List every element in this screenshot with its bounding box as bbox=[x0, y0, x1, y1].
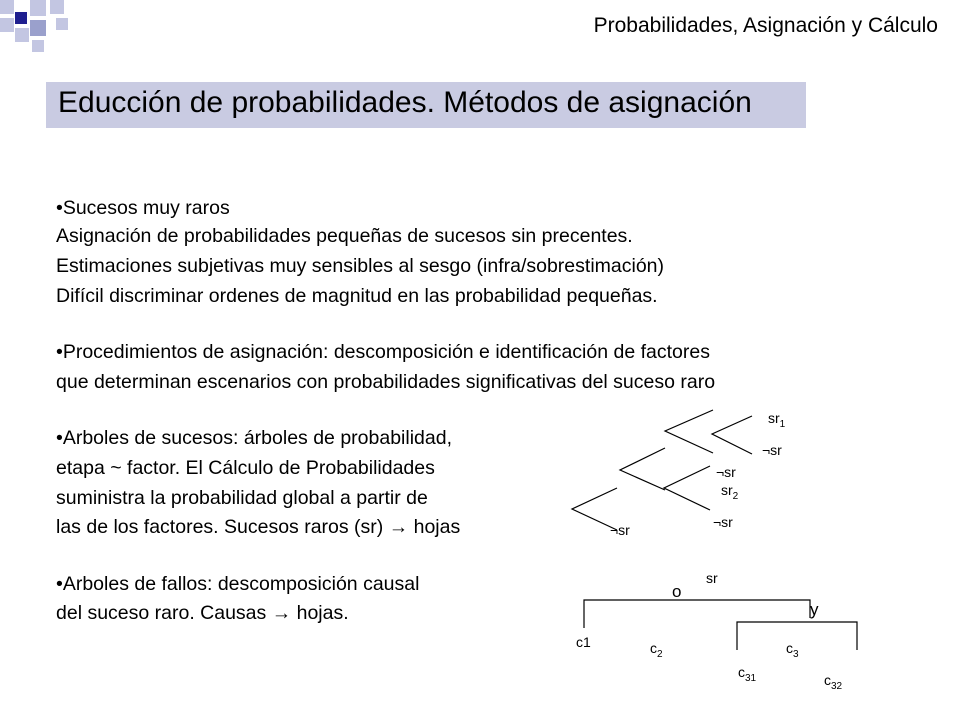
fault-tree-cause-c3: $c_3$ bbox=[786, 640, 799, 660]
fault-tree-top-event: sr bbox=[706, 570, 718, 586]
header-title: Probabilidades, Asignación y Cálculo bbox=[593, 14, 938, 37]
bullet-procedimientos: •Procedimientos de asignación: descomposición e identificación de factores bbox=[56, 341, 710, 363]
event-tree-label-sr1: $sr_1$ bbox=[768, 410, 786, 430]
text-line: suministra la probabilidad global a partir de bbox=[56, 487, 428, 509]
text-line: etapa ~ factor. El Cálculo de Probabilidades bbox=[56, 457, 435, 479]
event-tree-label-not-sr: ¬sr bbox=[762, 442, 782, 458]
fault-tree-or-gate bbox=[584, 600, 810, 628]
event-tree-branch-4 bbox=[712, 416, 752, 454]
fault-tree-cause-c31: $c_{31}$ bbox=[738, 664, 757, 684]
bullet-arboles-sucesos: •Arboles de sucesos: árboles de probabilidad, bbox=[56, 427, 452, 449]
event-tree-label-not-sr: ¬sr bbox=[713, 514, 733, 530]
event-tree-branch-5 bbox=[664, 466, 710, 510]
event-tree-label-not-sr: ¬sr bbox=[610, 522, 630, 538]
fault-tree-and-label: y bbox=[810, 600, 819, 619]
slide-title: Educción de probabilidades. Métodos de asignación bbox=[58, 86, 752, 119]
text-line: las de los factores. Sucesos raros (sr) → hojas bbox=[56, 516, 461, 538]
event-tree-label-not-sr: ¬sr bbox=[716, 464, 736, 480]
fault-tree-or-label: o bbox=[672, 582, 682, 601]
event-tree-label-sr2: $sr_2$ bbox=[721, 482, 739, 502]
bullet-arboles-fallos: •Arboles de fallos: descomposición causal bbox=[56, 573, 420, 595]
text-line: Estimaciones subjetivas muy sensibles al sesgo (infra/sobrestimación) bbox=[56, 255, 665, 277]
text-line: Difícil discriminar ordenes de magnitud en las probabilidad pequeñas. bbox=[56, 285, 658, 307]
bullet-sucesos-raros: •Sucesos muy raros bbox=[56, 197, 230, 219]
event-tree-branch-3 bbox=[665, 410, 713, 453]
text-line: del suceso raro. Causas → hojas. bbox=[56, 602, 349, 624]
fault-tree-cause-c1: c1 bbox=[576, 634, 591, 650]
text-line: que determinan escenarios con probabilidades significativas del suceso raro bbox=[56, 371, 716, 393]
event-tree-branch-2 bbox=[620, 448, 665, 490]
text-line: Asignación de probabilidades pequeñas de sucesos sin precentes. bbox=[56, 225, 633, 247]
fault-tree-cause-c32: $c_{32}$ bbox=[824, 672, 843, 692]
fault-tree-cause-c2: $c_2$ bbox=[650, 640, 663, 660]
